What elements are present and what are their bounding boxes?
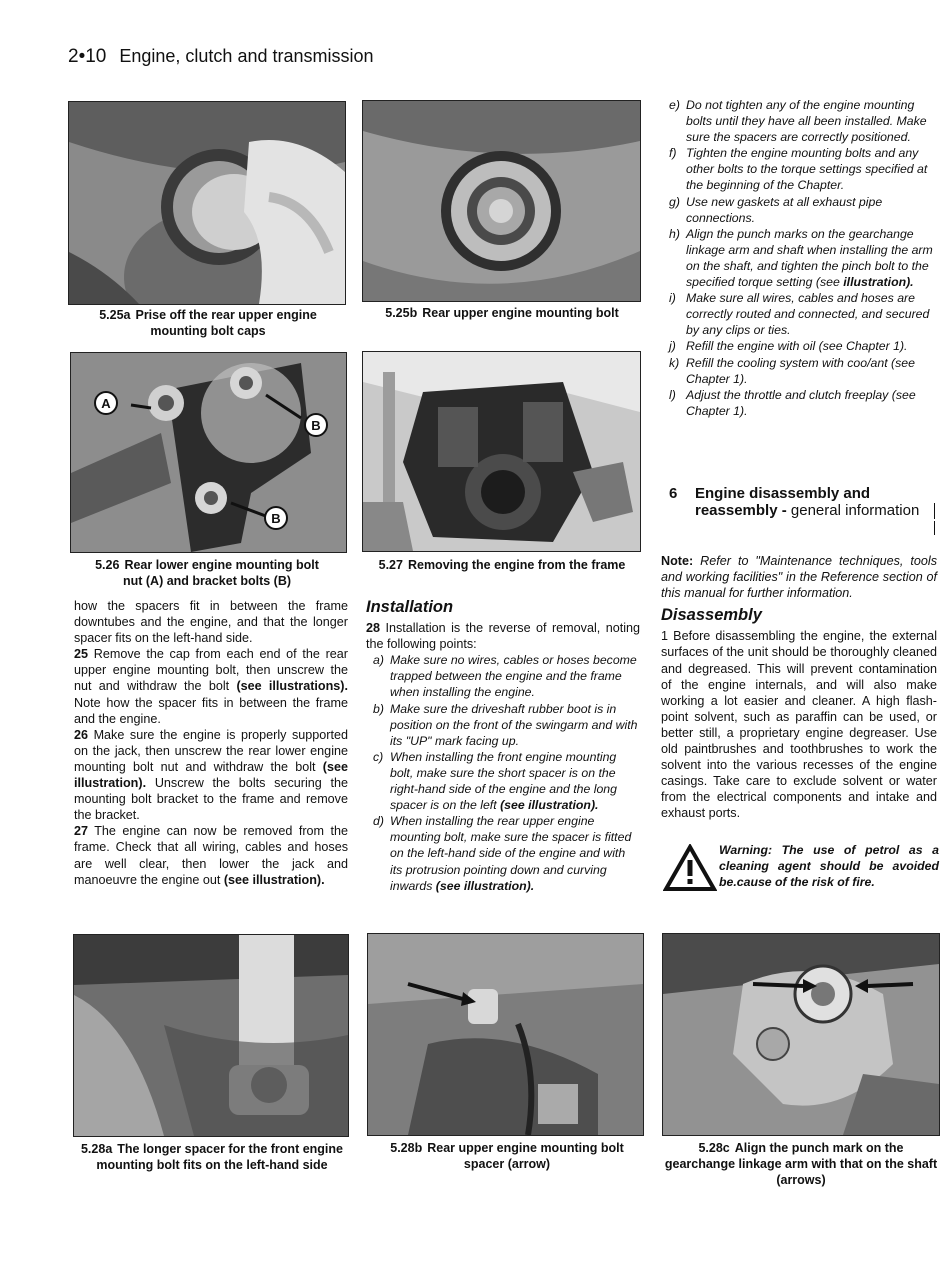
list-item: a) Make sure no wires, cables or hoses become trapped between the engine and the frame when installing the engine. [373,653,637,700]
list-item: e) Do not tighten any of the engine mounting bolts until they have all been installed. Make sure the spacers are correctly positioned. [669,98,927,145]
paragraph-1: 1 Before disassembling the engine, the external surfaces of the unit should be thoroughly cleaned and degreased. This will prevent contamination of the engine internals, and will also make working a lot easier and cleaner. A high flash-point solvent, such as paraffin can be used, or better still, a proprietary engine degreaser. Use old paintbrushes and toothbrushes to work the solvent into the various recesses of the engine casings. Take care to exclude solvent or water from the electrical components and intake and exhaust ports. [661,629,937,821]
page-header [68,46,374,68]
caption-text: Prise off the rear upper engine mounting bolt caps [135,308,317,338]
caption-text: Rear lower engine mounting bolt nut (A) and bracket bolts (B) [122,558,319,588]
tag-b-letter: B [271,511,281,526]
chapter-title: Engine, clutch and transmission [119,46,374,66]
paragraph-number: 25 [74,647,89,662]
installation-points-continued [662,97,938,419]
caption-5-26 [92,557,322,589]
warning-text: Warning: The use of petrol as a cleaning agent should be avoided be.cause of the risk of fire. [719,843,939,889]
caption-text: Rear upper engine mounting bolt spacer (arrow) [427,1141,624,1171]
caption-text: Rear upper engine mounting bolt [422,306,619,320]
paragraph-25: 25 Remove the cap from each end of the rear upper engine mounting bolt, then unscrew the nut and withdraw the bolt (see illustrations). Note how the spacer fits in between the frame and the engine. [74,647,348,726]
photo-5-28a [73,934,349,1137]
photo-5-26 [70,352,347,553]
photo-5-25a [68,101,346,305]
caption-text: The longer spacer for the front engine mounting bolt fits on the left-hand side [96,1142,343,1172]
illustration-ref: (see illustration). [74,759,348,791]
paragraph-27: 27 The engine can now be removed from the frame. Check that all wiring, cables and hoses are well clear, then lower the jack and manoeuvre the engine out (see illustration). [74,824,348,887]
list-item: d) When installing the rear upper engine mounting bolt, make sure the spacer is fitted on the left-hand side of the engine and with its protrusion pointing down and curving inwards (see illustration). [373,814,632,893]
caption-5-28c [663,1140,939,1188]
caption-label: 5.27 [378,558,403,572]
text-column-3-body [661,553,937,822]
installation-points [366,652,640,893]
photo-5-28c [662,933,940,1136]
photo-5-27 [362,351,641,552]
list-item: b) Make sure the driveshaft rubber boot is in position on the front of the swingarm and with its "UP" mark facing up. [373,701,638,748]
warning-triangle-icon [663,844,717,892]
warning-box [663,842,939,890]
installation-heading: Installation [366,598,454,616]
illustration-ref: (see illustration). [435,878,535,893]
paragraph-number: 1 [661,629,669,644]
caption-label: 5.28a [80,1142,113,1156]
change-bar [934,503,935,519]
section-title: Engine disassembly and reassembly - general information [695,485,920,519]
caption-text: Align the punch mark on the gearchange linkage arm with that on the shaft (arrows) [664,1141,938,1187]
paragraph-number: 28 [366,621,381,636]
caption-label: 5.25a [99,308,131,322]
paragraph-26: 26 Make sure the engine is properly supported on the jack, then unscrew the rear lower engine mounting bolt nut and withdraw the bolt (see illustration). Unscrew the bolts securing the mounting bolt bracket to the frame and remove the bracket. [74,727,349,823]
list-item: i) Make sure all wires, cables and hoses are correctly routed and connected, and secured by any clips or ties. [669,291,930,338]
caption-label: 5.28b [390,1141,423,1155]
illustration-ref: (see illustration). [500,798,599,813]
caption-label: 5.26 [95,558,120,572]
illustration-ref: illustration). [843,275,914,290]
caption-5-25b [364,305,640,321]
tag-b-letter: B [311,418,321,433]
illustration-ref: (see illustration). [223,872,325,887]
section-number: 6 [669,485,678,502]
text-column-1 [74,598,348,888]
note-label: Note: [661,554,694,568]
list-item: c) When installing the front engine mounting bolt, make sure the short spacer is on the right-hand side of the engine and the long spacer is on the left (see illustration). [373,749,617,813]
caption-5-27 [362,557,642,573]
page-number: 2•10 [68,46,107,67]
list-item: g) Use new gaskets at all exhaust pipe connections. [669,194,883,225]
text-column-2 [366,595,640,894]
list-item: j) Refill the engine with oil (see Chapter 1). [669,339,908,354]
note-paragraph: Note: Refer to "Maintenance techniques, tools and working facilities" in the Reference section of this manual for further information. [661,554,937,601]
text-column-3-list [662,97,938,419]
caption-5-25a [70,307,346,339]
caption-5-28b [372,1140,642,1172]
list-item: f) Tighten the engine mounting bolts and any other bolts to the torque settings specified at the beginning of the Chapter. [669,146,928,193]
list-item: h) Align the punch marks on the gearchange linkage arm and shaft when installing the arm on the shaft, and tighten the pinch bolt to the specified torque setting (see illustration). [669,226,933,290]
change-bar [934,521,935,535]
photo-5-28b [367,933,644,1136]
caption-text: Removing the engine from the frame [407,558,626,572]
caption-5-28a [72,1141,352,1173]
caption-label: 5.28c [698,1141,730,1155]
caption-label: 5.25b [385,306,418,320]
paragraph-intro: how the spacers fit in between the frame downtubes and the engine, and that the longer spacer fits on the left-hand side. [74,599,348,646]
list-item: l) Adjust the throttle and clutch freeplay (see Chapter 1). [669,387,916,418]
list-item: k) Refill the cooling system with coo/ant (see Chapter 1). [669,355,915,386]
illustration-ref: (see illustrations). [236,679,348,694]
paragraph-number: 26 [74,727,89,742]
photo-5-25b [362,100,641,302]
disassembly-heading: Disassembly [661,606,762,625]
paragraph-28: 28 Installation is the reverse of removal, noting the following points: [366,621,641,652]
paragraph-number: 27 [74,824,89,839]
tag-a-letter: A [101,396,111,411]
